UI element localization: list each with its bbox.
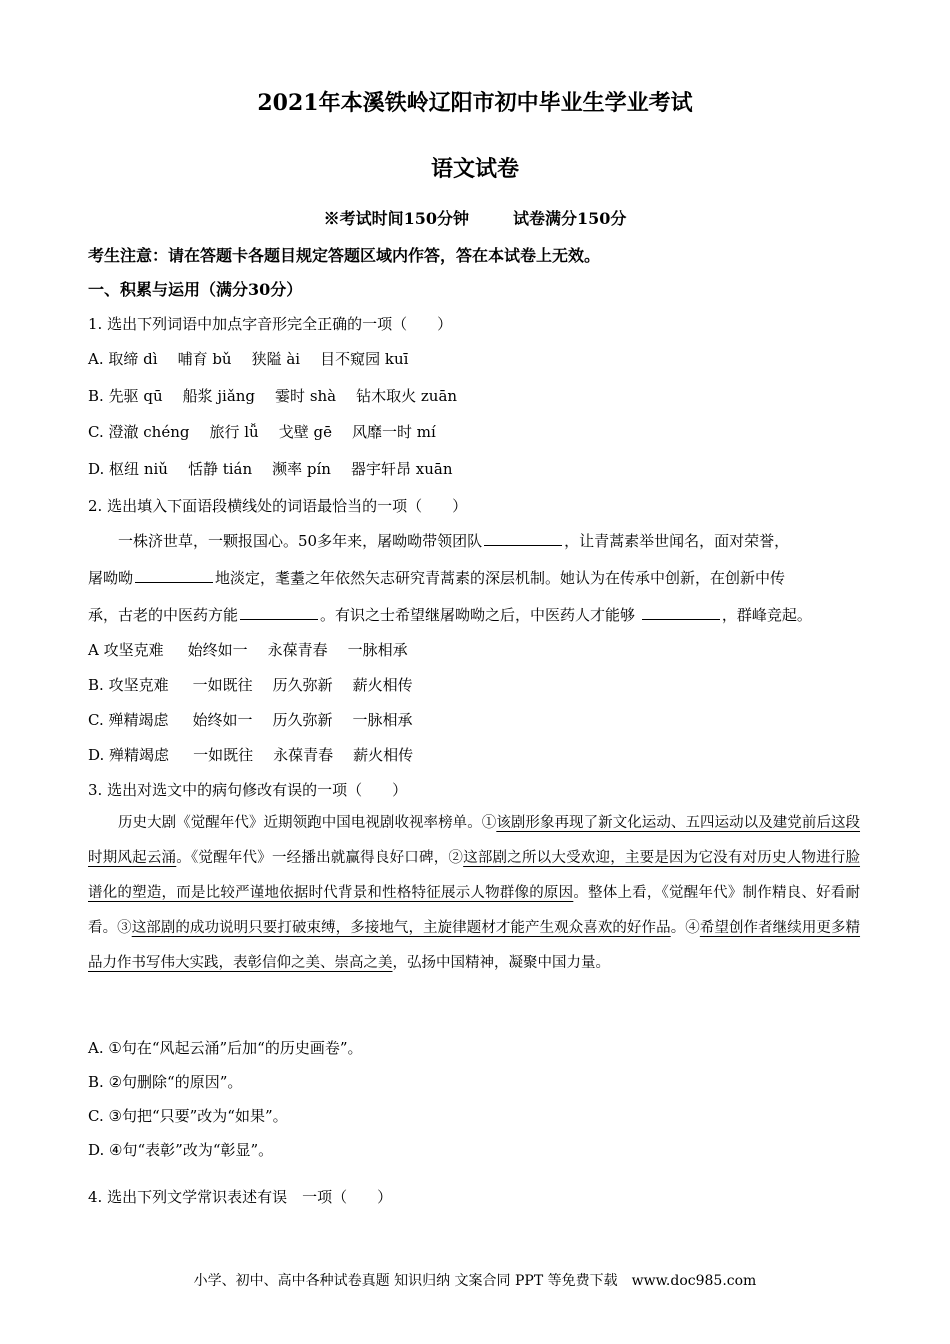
q3-option-c: C. ③句把“只要”改为“如果”。: [88, 1107, 288, 1125]
section-heading: 一、积累与运用（满分30分）: [88, 280, 303, 299]
q1-option-a: A. 取缔 dì 哺育 bǔ 狭隘 ài 目不窥园 kuī: [88, 350, 409, 368]
q2-option-b: B. 攻坚克难 一如既往 历久弥新 薪火相传: [88, 676, 413, 694]
question-4-stem: 4. 选出下列文学常识表述有误 一项（ ）: [88, 1188, 393, 1206]
q2-passage-line-1: 一株济世草，一颗报国心。50多年来，屠呦呦带领团队 ，让青蒿素举世闻名，面对荣誉，: [118, 532, 790, 550]
q2-passage-line-3: 承，古老的中医药方能 。有识之士希望继屠呦呦之后，中医药人才能够 ，群峰竞起。: [88, 606, 812, 624]
q2-option-d: D. 殚精竭虑 一如既往 永葆青春 薪火相传: [88, 746, 414, 764]
q3-passage: 历史大剧《觉醒年代》近期领跑中国电视剧收视率榜单。①该剧形象再现了新文化运动、五四运动以及建党前后这段时期风起云涌。《觉醒年代》一经播出就赢得良好口碑，②这部剧之所以大受欢迎，主要是因为它没有对历史人物进行脸谱化的塑造，而是比较严谨地依据时代背景和性格特征展示人物群像的原因。整体上看，《觉醒年代》制作精良、好看耐看。③这部剧的成功说明只要打破束缚，多接地气，主旋律题材才能产生观众喜欢的好作品。④希望创作者继续用更多精品力作书写伟大实践，表彰信仰之美、崇高之美，弘扬中国精神，凝聚中国力量。: [88, 815, 861, 971]
exam-notice: 考生注意：请在答题卡各题目规定答题区域内作答，答在本试卷上无效。: [88, 246, 601, 265]
exam-time: ※考试时间150分钟: [323, 209, 469, 228]
exam-title: 2021年本溪铁岭辽阳市初中毕业生学业考试: [257, 90, 693, 116]
question-2-stem: 2. 选出填入下面语段横线处的词语最恰当的一项（ ）: [88, 497, 468, 515]
q2-option-a: A 攻坚克难 始终如一 永葆青春 一脉相承: [88, 641, 408, 659]
answer-blank: [240, 605, 318, 620]
question-3-stem: 3. 选出对选文中的病句修改有误的一项（ ）: [88, 781, 408, 799]
question-1-stem: 1. 选出下列词语中加点字音形完全正确的一项（ ）: [88, 315, 453, 333]
subject-title: 语文试卷: [430, 156, 519, 182]
answer-blank: [135, 568, 213, 583]
answer-blank: [484, 531, 562, 546]
answer-blank: [642, 605, 720, 620]
q1-option-b: B. 先驱 qū 船浆 jiǎng 霎时 shà 钻木取火 zuān: [88, 387, 458, 405]
q2-passage-line-2: 屠呦呦 地淡定，耄耋之年依然矢志研究青蒿素的深层机制。她认为在传承中创新，在创新中传: [88, 569, 786, 587]
q3-option-b: B. ②句删除“的原因”。: [88, 1073, 243, 1091]
q2-option-c: C. 殚精竭虑 始终如一 历久弥新 一脉相承: [88, 711, 413, 729]
page-footer: 小学、初中、高中各种试卷真题 知识归纳 文案合同 PPT 等免费下载 www.doc985.com: [193, 1273, 757, 1289]
full-score: 试卷满分150分: [513, 209, 627, 228]
q1-option-d: D. 枢纽 niǔ 恬静 tián 濒率 pín 器宇轩昂 xuān: [88, 460, 453, 478]
q3-option-a: A. ①句在“风起云涌”后加“的历史画卷”。: [88, 1039, 363, 1057]
q1-option-c: C. 澄澈 chéng 旅行 lǚ 戈壁 gē 风靡一时 mí: [88, 423, 436, 441]
q3-option-d: D. ④句“表彰”改为“彰显”。: [88, 1141, 274, 1159]
exam-info: [0, 206, 950, 229]
